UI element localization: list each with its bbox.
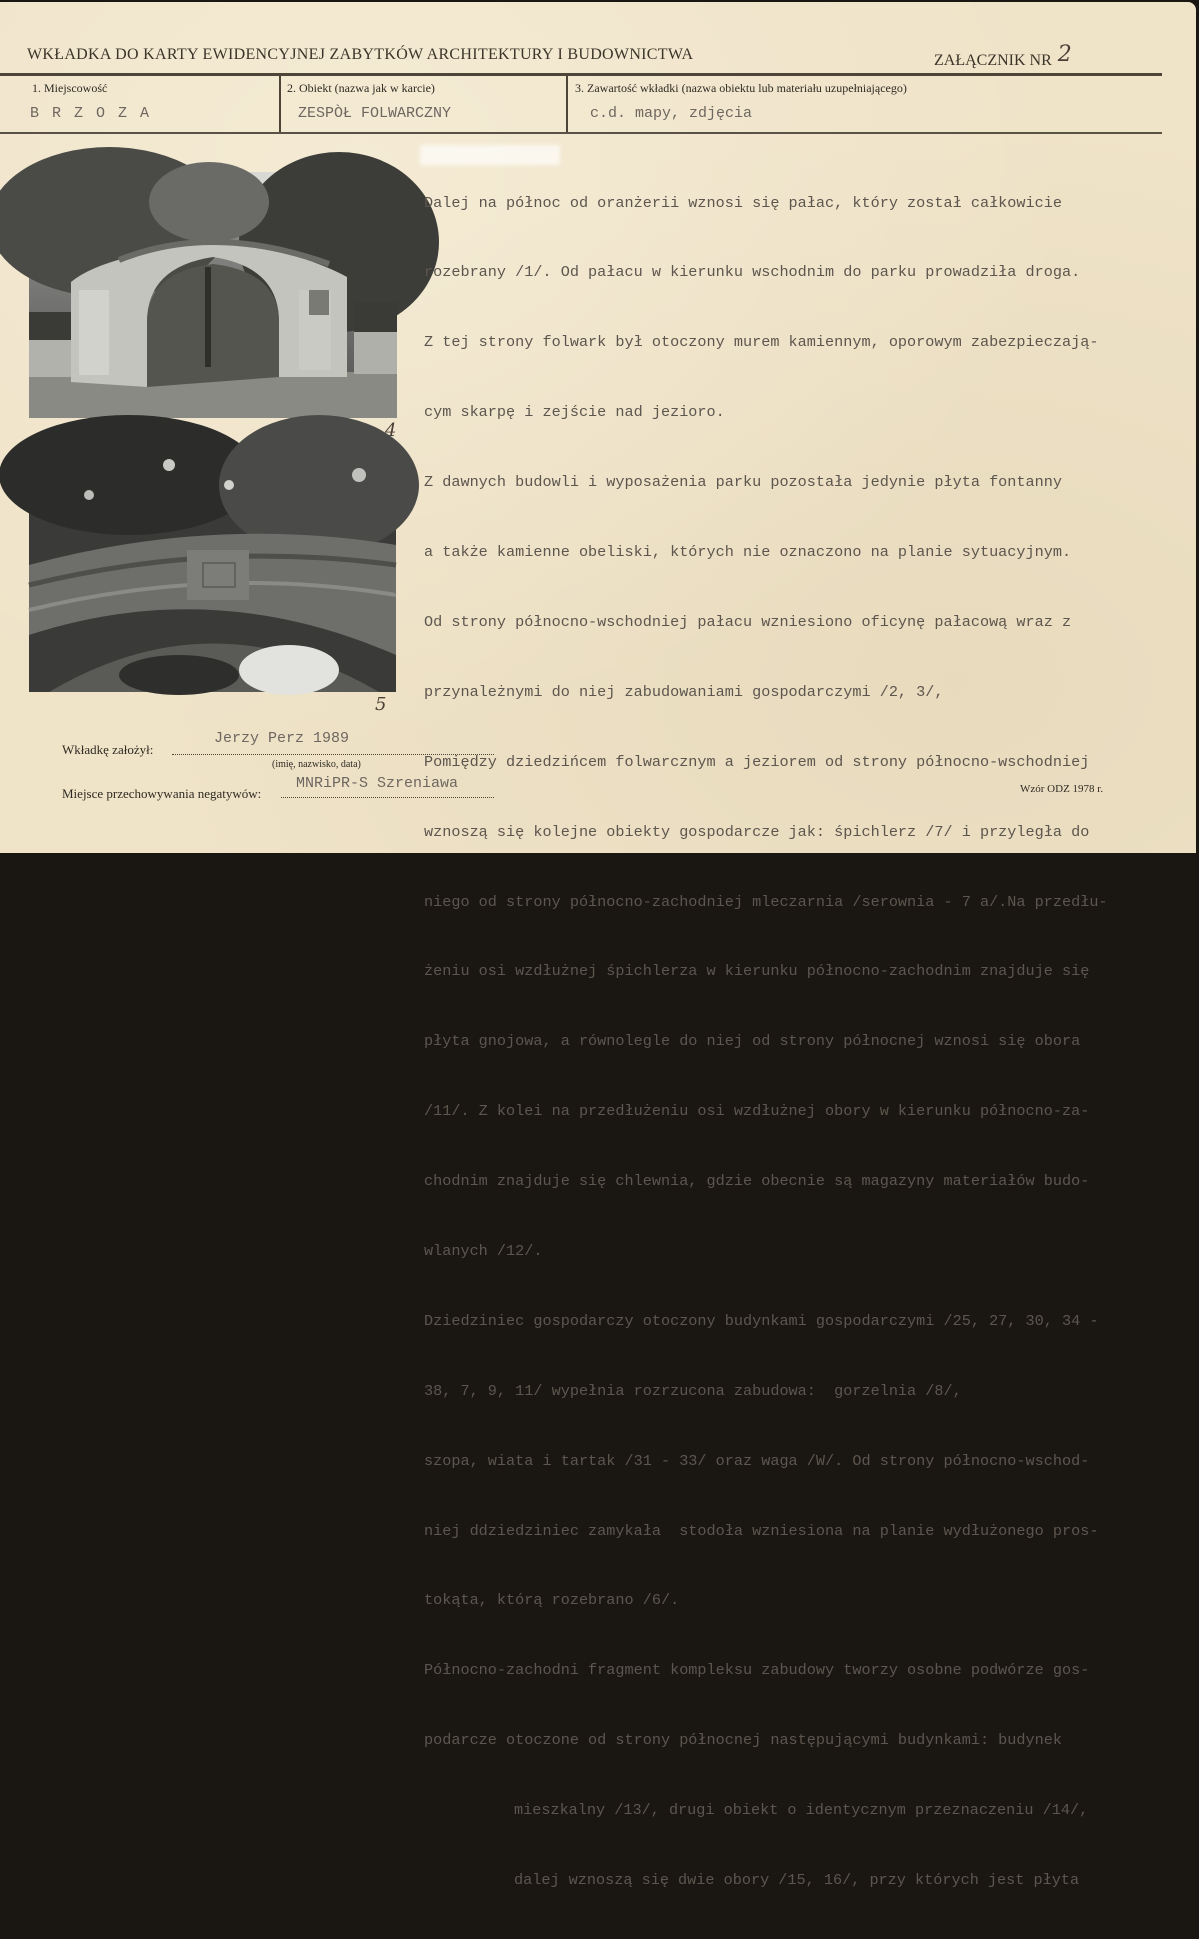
text-line: niej ddziedziniec zamykała stodoła wzniesiona na planie wydłużonego pros- (424, 1521, 1099, 1540)
header-rule-top (0, 73, 1162, 76)
text-line: Północno-zachodni fragment kompleksu zabudowy tworzy osobne podwórze gos- (424, 1661, 1090, 1680)
text-line: wznoszą się kolejne obiekty gospodarcze jak: śpichlerz /7/ i przyległa do (424, 822, 1090, 841)
text-line: wlanych /12/. (424, 1241, 543, 1260)
text-line: przynależnymi do niej zabudowaniami gospodarczymi /2, 3/, (424, 682, 944, 701)
text-line: Z tej strony folwark był otoczony murem kamiennym, oporowym zabezpieczają- (424, 333, 1099, 352)
text-line: mieszkalny /13/, drugi obiekt o identycznym przeznaczeniu /14/, (514, 1801, 1089, 1820)
text-line: dalej wznoszą się dwie obory /15, 16/, przy których jest płyta (514, 1870, 1080, 1889)
text-line: chodnim znajduje się chlewnia, gdzie obecnie są magazyny materiałów budo- (424, 1172, 1090, 1191)
header-rule-bottom (0, 132, 1162, 134)
field-divider-1 (279, 76, 281, 132)
text-line: /11/. Z kolei na przedłużeniu osi wzdłużnej obory w kierunku północno-za- (424, 1102, 1090, 1121)
author-hint: (imię, nazwisko, data) (272, 759, 361, 770)
field-object-label: 2. Obiekt (nazwa jak w karcie) (287, 81, 435, 95)
text-line: Pomiędzy dziedzińcem folwarcznym a jeziorem od strony północno-wschodniej (424, 752, 1090, 771)
author-value: Jerzy Perz 1989 (214, 730, 350, 747)
text-line: tokąta, którą rozebrano /6/. (424, 1591, 680, 1610)
gate-photo-image (29, 172, 397, 418)
negatives-label: Miejsce przechowywania negatywów: (62, 786, 262, 801)
author-line (172, 754, 494, 755)
photo-gate (29, 172, 397, 418)
text-line: podarcze otoczone od strony północnej następującymi budynkami: budynek (424, 1731, 1062, 1750)
form-title: WKŁADKA DO KARTY EWIDENCYJNEJ ZABYTKÓW ARCHITEKTURY I BUDOWNICTWA (27, 46, 694, 63)
form-pattern-note: Wzór ODZ 1978 r. (1020, 783, 1104, 795)
text-line: a także kamienne obeliski, których nie oznaczono na planie sytuacyjnym. (424, 543, 1072, 562)
annex-label: ZAŁĄCZNIK NR (934, 52, 1052, 69)
text-line: płyta gnojowa, a równolegle do niej od strony północnej wznosi się obora (424, 1032, 1081, 1051)
field-divider-2 (566, 76, 568, 132)
field-locality-value: B R Z O Z A (30, 105, 152, 122)
text-line: Dziedziniec gospodarczy otoczony budynkami gospodarczymi /25, 27, 30, 34 - (424, 1311, 1099, 1330)
field-object-value: ZESPÒŁ FOLWARCZNY (298, 105, 452, 122)
text-line: Od strony północno-wschodniej pałacu wzniesiono oficynę pałacową wraz z (424, 612, 1072, 631)
text-line: niego od strony północno-zachodniej mleczarnia /serownia - 7 a/.Na przedłu- (424, 892, 1108, 911)
annex-number: 2 (1057, 42, 1072, 67)
field-locality-label: 1. Miejscowość (32, 81, 108, 95)
negatives-value: MNRiPR-S Szreniawa (296, 775, 459, 792)
inventory-card (0, 2, 1196, 1889)
text-line: żeniu osi wzdłużnej śpichlerza w kierunku północno-zachodnim znajduje się (424, 962, 1090, 981)
photo-arch-detail (29, 445, 396, 692)
arch-detail-photo-image (29, 445, 396, 692)
text-line: Dalej na północ od oranżerii wznosi się pałac, który został całkowicie (424, 193, 1062, 212)
field-contents-label: 3. Zawartość wkładki (nazwa obiektu lub materiału uzupełniającego) (575, 81, 907, 95)
author-label: Wkładkę założył: (62, 742, 154, 757)
text-line: Z dawnych budowli i wyposażenia parku pozostała jedynie płyta fontanny (424, 473, 1062, 492)
photo-number-4: 4 (385, 420, 397, 441)
text-line: rozebrany /1/. Od pałacu w kierunku wschodnim do parku prowadziła droga. (424, 263, 1081, 282)
text-line: cym skarpę i zejście nad jezioro. (424, 403, 725, 422)
text-line: 38, 7, 9, 11/ wypełnia rozrzucona zabudowa: gorzelnia /8/, (424, 1381, 962, 1400)
negatives-line (281, 797, 494, 798)
text-line: szopa, wiata i tartak /31 - 33/ oraz waga /W/. Od strony północno-wschod- (424, 1451, 1090, 1470)
field-contents-value: c.d. mapy, zdjęcia (590, 105, 753, 122)
description-text (424, 145, 1194, 1939)
annex-heading (934, 42, 1072, 71)
photo-number-5: 5 (375, 694, 387, 715)
